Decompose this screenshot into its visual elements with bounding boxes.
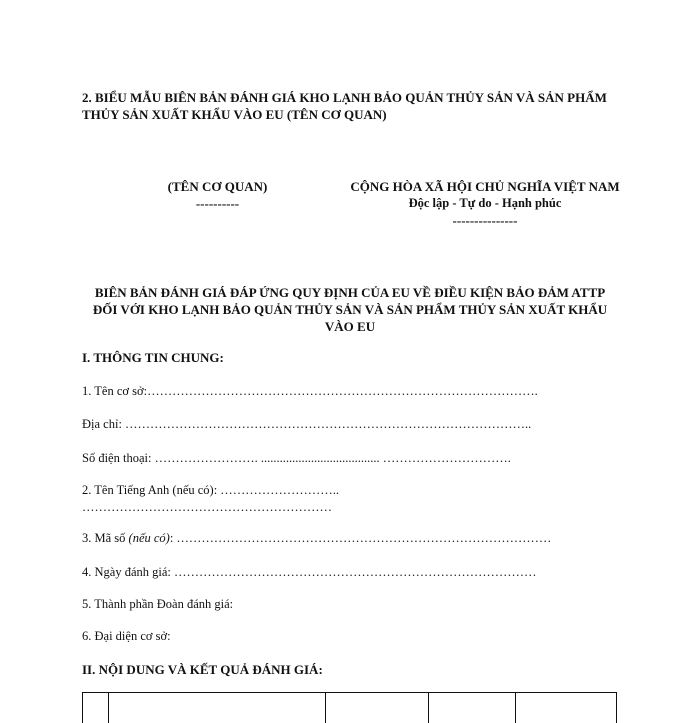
field-english-name: 2. Tên Tiếng Anh (nếu có): ……………………….. [82,483,340,497]
table-column [429,693,516,723]
results-table [82,692,617,723]
agency-block [150,178,285,212]
field-code-label: 3. Mã số [82,531,129,545]
motto-divider: --------------- [452,213,518,228]
agency-divider: ---------- [195,196,240,211]
table-column [326,693,429,723]
table-column [83,693,109,723]
field-facility-name: 1. Tên cơ sở:…………………………………………………………………………………. [82,384,538,398]
field-facility-representative: 6. Đại diện cơ sở: [82,629,171,643]
field-assessment-date: 4. Ngày đánh giá: …………………………………………………………………………… [82,565,537,579]
field-code-dots: : ……………………………………………………………………………… [169,531,552,545]
field-code-optional: (nếu có) [128,531,170,545]
country-name: CỘNG HÒA XÃ HỘI CHỦ NGHĨA VIỆT NAM [350,179,620,194]
section-general-info: I. THÔNG TIN CHUNG: [82,350,224,365]
section-assessment-results: II. NỘI DUNG VÀ KẾT QUẢ ĐÁNH GIÁ: [82,662,323,677]
table-column [516,693,617,723]
table-column [109,693,326,723]
field-assessment-team: 5. Thành phần Đoàn đánh giá: [82,597,234,611]
field-english-name-continued: …………………………………………………… [82,500,332,514]
document-title: BIÊN BẢN ĐÁNH GIÁ ĐÁP ỨNG QUY ĐỊNH CỦA EU VỀ ĐIỀU KIỆN BẢO ĐẢM ATTP ĐỐI VỚI KHO LẠNH BẢO QUẢN THỦY SẢN VÀ SẢN PHẨM THỦY SẢN XUẤT KHẨU VÀO EU [92,285,608,334]
field-phone: Số điện thoại: ……………………. ...................................... …………………………. [82,451,511,465]
national-motto-block [340,178,630,229]
agency-name: (TÊN CƠ QUAN) [167,179,268,194]
form-heading: 2. BIỂU MẪU BIÊN BẢN ĐÁNH GIÁ KHO LẠNH BẢO QUẢN THỦY SẢN VÀ SẢN PHẨM THỦY SẢN XUẤT KHẨU VÀO EU (TÊN CƠ QUAN) [82,90,607,122]
field-address: Địa chỉ: …………………………………………………………………………………….. [82,417,532,431]
national-motto: Độc lập - Tự do - Hạnh phúc [408,196,562,210]
field-code [82,531,551,546]
